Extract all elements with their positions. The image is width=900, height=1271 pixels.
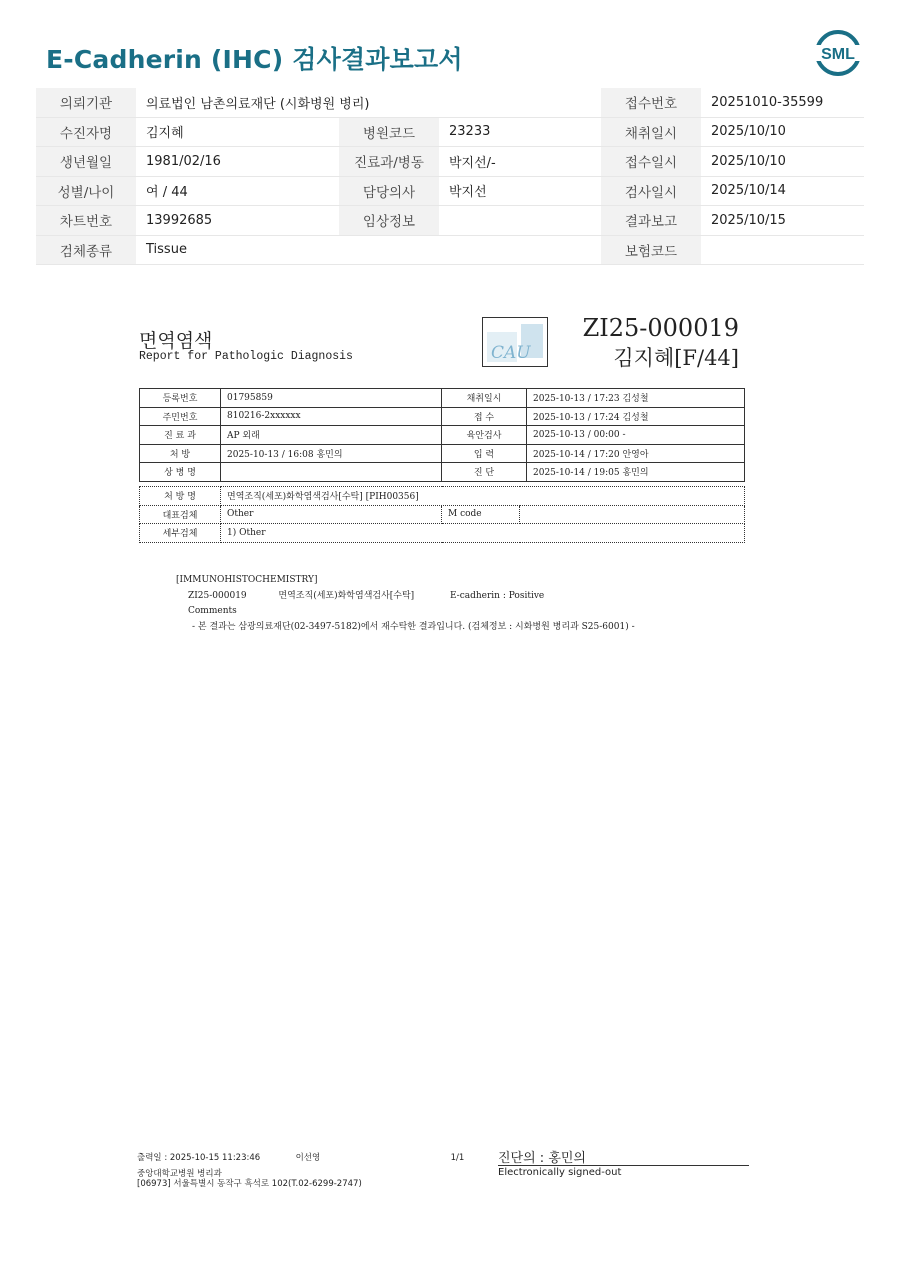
report-title: E-Cadherin (IHC) 검사결과보고서 — [46, 45, 463, 74]
test-date-value: 2025/10/14 — [701, 176, 864, 206]
row-label: 주민번호 — [140, 407, 221, 426]
ihc-test: 면역조직(세포)화학염색검사[수탁] — [278, 590, 415, 601]
result-date-label: 결과보고 — [601, 206, 701, 236]
row-value: 810216-2xxxxxx — [221, 407, 442, 426]
receipt-no-label: 접수번호 — [601, 88, 701, 117]
order-label: 처 방 명 — [140, 487, 221, 506]
report-row — [140, 407, 745, 426]
detail-specimen-label: 세부검체 — [140, 524, 221, 543]
order-value: 면역조직(세포)화학염색검사[수탁] [PIH00356] — [221, 487, 745, 506]
case-number: ZI25-000019 — [582, 314, 739, 342]
insurance-label: 보험코드 — [601, 235, 701, 265]
dept-label: 진료과/병동 — [339, 147, 439, 177]
row-value: 2025-10-13 / 17:23 김성철 — [527, 389, 745, 408]
row-value: 2025-10-13 / 17:24 김성철 — [527, 407, 745, 426]
electronic-signature: Electronically signed-out — [498, 1167, 622, 1178]
report-doc-title: 면역염색 — [139, 330, 213, 352]
hospital-address: [06973] 서울특별시 동작구 흑석로 102(T.02-6299-2747) — [137, 1179, 362, 1189]
doctor-value: 박지선 — [439, 176, 601, 206]
sex-age-label: 성별/나이 — [36, 176, 136, 206]
print-info — [137, 1151, 464, 1163]
clinical-value — [439, 206, 601, 236]
test-date-label: 검사일시 — [601, 176, 701, 206]
row-label: 입 력 — [442, 444, 527, 463]
institution-value: 의료법인 남촌의료재단 (시화병원 병리) — [136, 88, 601, 117]
ihc-heading: [IMMUNOHISTOCHEMISTRY] — [176, 575, 318, 585]
chart-no-label: 차트번호 — [36, 206, 136, 236]
birth-value: 1981/02/16 — [136, 147, 339, 177]
birth-label: 생년월일 — [36, 147, 136, 177]
row-value: 2025-10-13 / 00:00 - — [527, 426, 745, 445]
comment-text: - 본 결과는 삼광의료재단(02-3497-5182)에서 재수탁한 결과입니다. (검체정보 : 시화병원 병리과 S25-6001) - — [192, 621, 635, 632]
row-value: 2025-10-14 / 17:20 안영아 — [527, 444, 745, 463]
specimen-label: 검체종류 — [36, 235, 136, 265]
hospital-code-label: 병원코드 — [339, 117, 439, 147]
row-label: 처 방 — [140, 444, 221, 463]
print-date: 출력일 : 2025-10-15 11:23:46 — [137, 1153, 261, 1163]
patient-label: 수진자명 — [36, 117, 136, 147]
ihc-result-line — [176, 589, 635, 605]
report-row — [140, 463, 745, 482]
dept-value: 박지선/- — [439, 147, 601, 177]
rep-specimen-label: 대표검체 — [140, 505, 221, 524]
institution-label: 의뢰기관 — [36, 88, 136, 117]
patient-info-table — [36, 88, 864, 265]
comments-label: Comments — [188, 606, 237, 616]
row-value — [221, 463, 442, 482]
hospital-name: 중앙대학교병원 병리과 — [137, 1169, 222, 1179]
receipt-date-label: 접수일시 — [601, 147, 701, 177]
diagnosing-doctor: 진단의 : 홍민의 — [498, 1151, 586, 1166]
signature-line — [498, 1165, 749, 1166]
row-label: 상 병 명 — [140, 463, 221, 482]
result-date-value: 2025/10/15 — [701, 206, 864, 236]
detail-specimen-value: 1) Other — [221, 524, 745, 543]
report-doc-subtitle: Report for Pathologic Diagnosis — [139, 350, 353, 363]
doctor-label: 담당의사 — [339, 176, 439, 206]
order-table — [139, 486, 745, 543]
hospital-stamp-icon — [482, 317, 548, 367]
row-value: 2025-10-13 / 16:08 홍민의 — [221, 444, 442, 463]
collect-date-label: 채취일시 — [601, 117, 701, 147]
row-label: 채취일시 — [442, 389, 527, 408]
printed-by: 이선영 — [295, 1153, 321, 1163]
specimen-value: Tissue — [136, 235, 601, 265]
insurance-value — [701, 235, 864, 265]
report-row — [140, 444, 745, 463]
mcode-label: M code — [442, 505, 520, 524]
row-label: 육안검사 — [442, 426, 527, 445]
stamp-text: CAU — [491, 343, 531, 363]
rep-specimen-value: Other — [221, 505, 442, 524]
sex-age-value: 여 / 44 — [136, 176, 339, 206]
chart-no-value: 13992685 — [136, 206, 339, 236]
row-label: 진 료 과 — [140, 426, 221, 445]
ihc-case: ZI25-000019 — [188, 590, 247, 601]
page-number: 1/1 — [450, 1153, 465, 1163]
receipt-no-value: 20251010-35599 — [701, 88, 864, 117]
row-label: 진 단 — [442, 463, 527, 482]
mcode-value — [520, 505, 745, 524]
row-value: 01795859 — [221, 389, 442, 408]
logo-text: SML — [821, 46, 855, 63]
row-value: AP 외래 — [221, 426, 442, 445]
case-patient: 김지혜[F/44] — [613, 346, 739, 370]
report-detail-table — [139, 388, 745, 482]
report-row — [140, 389, 745, 408]
report-row — [140, 426, 745, 445]
hospital-code-value: 23233 — [439, 117, 601, 147]
ihc-marker-result: E-cadherin : Positive — [449, 590, 545, 601]
patient-value: 김지혜 — [136, 117, 339, 147]
row-label: 접 수 — [442, 407, 527, 426]
row-value: 2025-10-14 / 19:05 홍민의 — [527, 463, 745, 482]
clinical-label: 임상정보 — [339, 206, 439, 236]
receipt-date-value: 2025/10/10 — [701, 147, 864, 177]
sml-logo-icon — [812, 28, 864, 78]
row-label: 등록번호 — [140, 389, 221, 408]
collect-date-value: 2025/10/10 — [701, 117, 864, 147]
ihc-result-section — [176, 573, 635, 635]
